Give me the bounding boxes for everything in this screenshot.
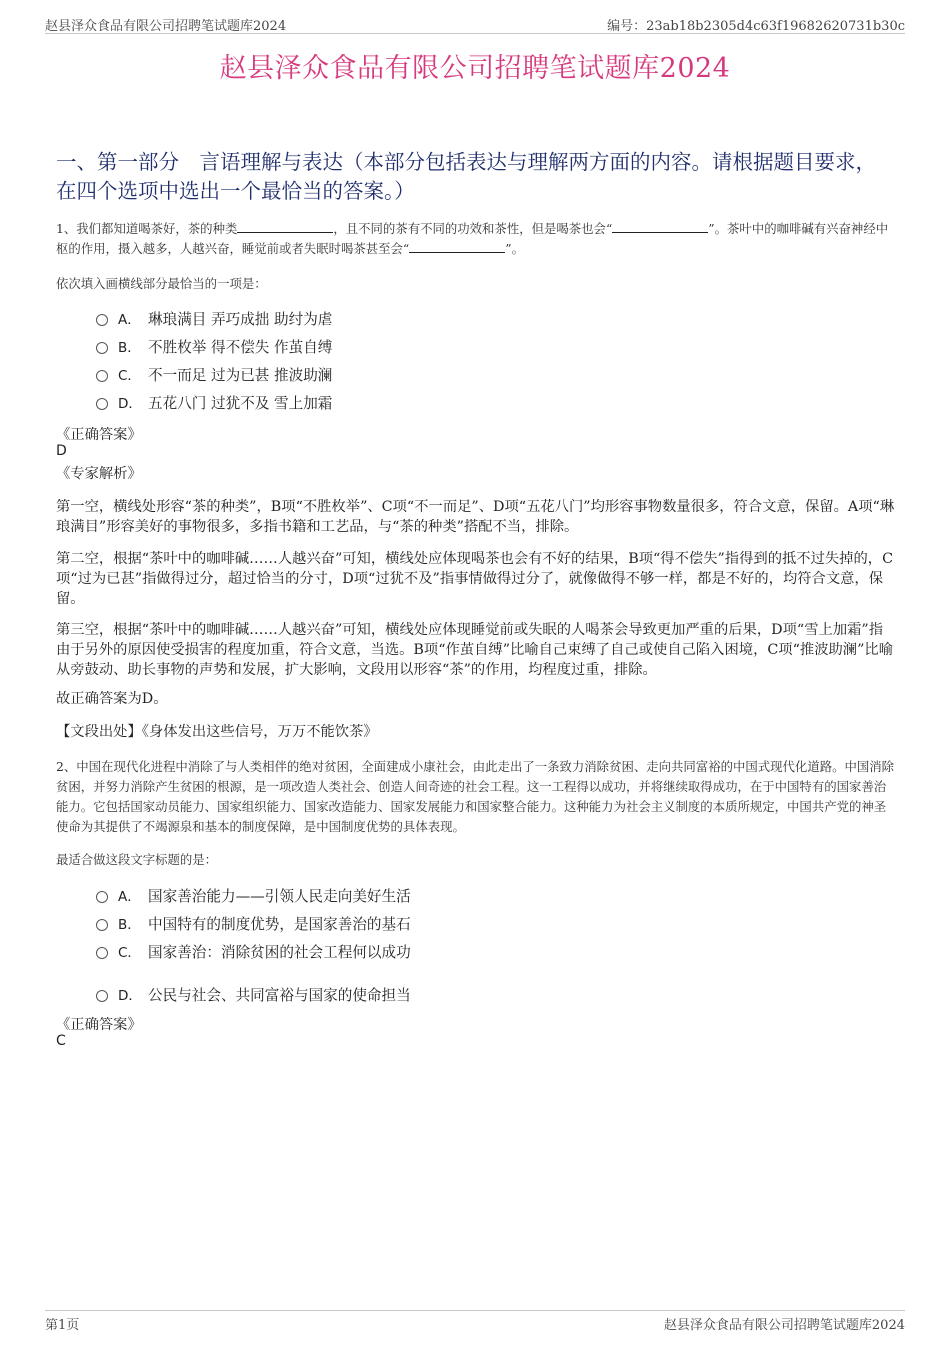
document-page: 赵县泽众食品有限公司招聘笔试题库2024 编号：23ab18b2305d4c63f19682620731b30c 赵县泽众食品有限公司招聘笔试题库2024 一、第一部分 言语理解与表达（本部分包括表达与理解两方面的内容。请根据题目要求，在四个选项中选出一个最恰当的答案。） 1、我们都知道喝茶好，茶的种类 ，且不同的茶有不同的功效和茶性，但是喝茶也会“ ”。茶叶中的咖啡碱有兴奋神经中枢的作用，摄入越多，人越兴奋，睡觉前或者失眠时喝茶甚至会“ ”。 依次填入画横线部分最恰当的一项是： A． 琳琅满目 弄巧成拙 助纣为虐 B． 不胜枚举 得不偿失 作茧自缚 C． 不一而足 过为已甚 推波助澜 D． 五花八门 过犹不及 雪上加霜 《正确答案》 D 《专家解析》 第一空，横线处形容“茶的种类”，B项“不胜枚举”、C项“不一而足”、D项“五花八门”均形容事物数量很多，符合文意，保留。A项“琳琅满目”形容美好的事物很多，多指书籍和工艺品，与“茶的种类”搭配不当，排除。 第二空，根据“茶叶中的咖啡碱……人越兴奋”可知，横线处应体现喝茶也会有不好的结果，B项“得不偿失”指得到的抵不过失掉的，C项“过为已甚”指做得过分，超过恰当的分寸，D项“过犹不及”指事情做得过分了，就像做得不够一样，都是不好的，均符合文意，保留。 第三空，根据“茶叶中的咖啡碱……人越兴奋”可知，横线处应体现睡觉前或失眠的人喝茶会导致更加严重的后果，D项“雪上加霜”指由于另外的原因使受损害的程度加重，符合文意，当选。B项“作茧自缚”比喻自己束缚了自己或使自己陷入困境，C项“推波助澜”比喻从旁鼓动、助长事物的声势和发展，扩大影响，文段用以形容“茶”的作用，均程度过重，排除。 故正确答案为D。 【文段出处】《身体发出这些信号，万万不能饮茶》 2、中国在现代化进程中消除了与人类相伴的绝对贫困，全面建成小康社会，由此走出了一条致力消除贫困、走向共同富裕的中国式现代化道路。中国消除贫困，并努力消除产生贫困的根源，是一项改造人类社会、创造人间奇迹的社会工程。这一工程得以成功，并将继续取得成功，在于中国特有的国家善治能力。它包括国家动员能力、国家组织能力、国家改造能力、国家发展能力和国家整合能力。这种能力为社会主义制度的本质所规定，中国共产党的神圣使命为其提供了不竭源泉和基本的制度保障，是中国制度优势的具体表现。 最适合做这段文字标题的是： A． 国家善治能力——引领人民走向美好生活 B． 中国特有的制度优势，是国家善治的基石 C． 国家善治：消除贫困的社会工程何以成功 D． 公民与社会、共同富裕与国家的使命担当 《正确答案》 C 第1页 赵县泽众食品有限公司招聘笔试题库2024	[0, 0, 950, 1345]
page-footer	[45, 1310, 905, 1332]
question-2-stem: 2、中国在现代化进程中消除了与人类相伴的绝对贫困，全面建成小康社会，由此走出了一条致力消除贫困、走向共同富裕的中国式现代化道路。中国消除贫困，并努力消除产生贫困的根源，是一项改造人类社会、创造人间奇迹的社会工程。这一工程得以成功，并将继续取得成功，在于中国特有的国家善治能力。它包括国家动员能力、国家组织能力、国家改造能力、国家发展能力和国家整合能力。这种能力为社会主义制度的本质所规定，中国共产党的神圣使命为其提供了不竭源泉和基本的制度保障，是中国制度优势的具体表现。	[56, 759, 895, 834]
radio-icon[interactable]	[96, 342, 108, 354]
analysis-paragraph-3: 第三空，根据“茶叶中的咖啡碱……人越兴奋”可知，横线处应体现睡觉前或失眠的人喝茶会导致更加严重的后果，D项“雪上加霜”指由于另外的原因使受损害的程度加重，符合文意，当选。B项“作茧自缚”比喻自己束缚了自己或使自己陷入困境，C项“推波助澜”比喻从旁鼓动、助长事物的声势和发展，扩大影响，文段用以形容“茶”的作用，均程度过重，排除。	[56, 622, 894, 678]
question-1-stem-part-d: ”。	[505, 241, 525, 256]
analysis-label: 《专家解析》	[56, 466, 142, 482]
source-note: 【文段出处】《身体发出这些信号，万万不能饮茶》	[56, 724, 378, 740]
radio-icon[interactable]	[96, 370, 108, 382]
answer-value: D	[56, 443, 67, 459]
document-title: 赵县泽众食品有限公司招聘笔试题库2024	[219, 53, 731, 84]
question-1-stem-part-a: 1、我们都知道喝茶好，茶的种类	[56, 221, 238, 236]
question-1-stem-part-b: ，且不同的茶有不同的功效和茶性，但是喝茶也会“	[333, 221, 613, 236]
question-1-stem	[56, 219, 896, 259]
radio-icon[interactable]	[96, 990, 108, 1002]
answer-value: C	[56, 1033, 66, 1049]
radio-icon[interactable]	[96, 919, 108, 931]
page-number: 第1页	[45, 1318, 80, 1333]
header-doc-id: 编号：23ab18b2305d4c63f19682620731b30c	[607, 19, 905, 34]
page-header	[45, 14, 905, 34]
fill-blank-1	[237, 219, 333, 233]
question-2-prompt: 最适合做这段文字标题的是：	[56, 852, 218, 867]
analysis-paragraph-1: 第一空，横线处形容“茶的种类”，B项“不胜枚举”、C项“不一而足”、D项“五花八门”均形容事物数量很多，符合文意，保留。A项“琳琅满目”形容美好的事物很多，多指书籍和工艺品，与“茶的种类”搭配不当，排除。	[56, 499, 895, 535]
analysis-paragraph-2: 第二空，根据“茶叶中的咖啡碱……人越兴奋”可知，横线处应体现喝茶也会有不好的结果，B项“得不偿失”指得到的抵不过失掉的，C项“过为已甚”指做得过分，超过恰当的分寸，D项“过犹不及”指事情做得过分了，就像做得不够一样，都是不好的，均符合文意，保留。	[56, 551, 894, 607]
question-1-stem-part-c: ”。茶叶中的咖啡碱有兴奋神经中枢的作用，摄入越多，人越兴奋，睡觉前或者失眠时喝茶甚至会“	[56, 221, 889, 256]
radio-icon[interactable]	[96, 314, 108, 326]
header-doc-name: 赵县泽众食品有限公司招聘笔试题库2024	[45, 19, 287, 34]
answer-label: 《正确答案》	[56, 427, 142, 443]
radio-icon[interactable]	[96, 891, 108, 903]
analysis-conclusion: 故正确答案为D。	[56, 691, 168, 707]
fill-blank-3	[409, 239, 505, 253]
radio-icon[interactable]	[96, 947, 108, 959]
fill-blank-2	[612, 219, 708, 233]
radio-icon[interactable]	[96, 398, 108, 410]
answer-label: 《正确答案》	[56, 1017, 142, 1033]
footer-doc-name: 赵县泽众食品有限公司招聘笔试题库2024	[663, 1318, 905, 1333]
question-1-prompt: 依次填入画横线部分最恰当的一项是：	[56, 276, 267, 291]
section-title: 一、第一部分 言语理解与表达（本部分包括表达与理解两方面的内容。请根据题目要求，在四个选项中选出一个最恰当的答案。）	[56, 150, 876, 203]
